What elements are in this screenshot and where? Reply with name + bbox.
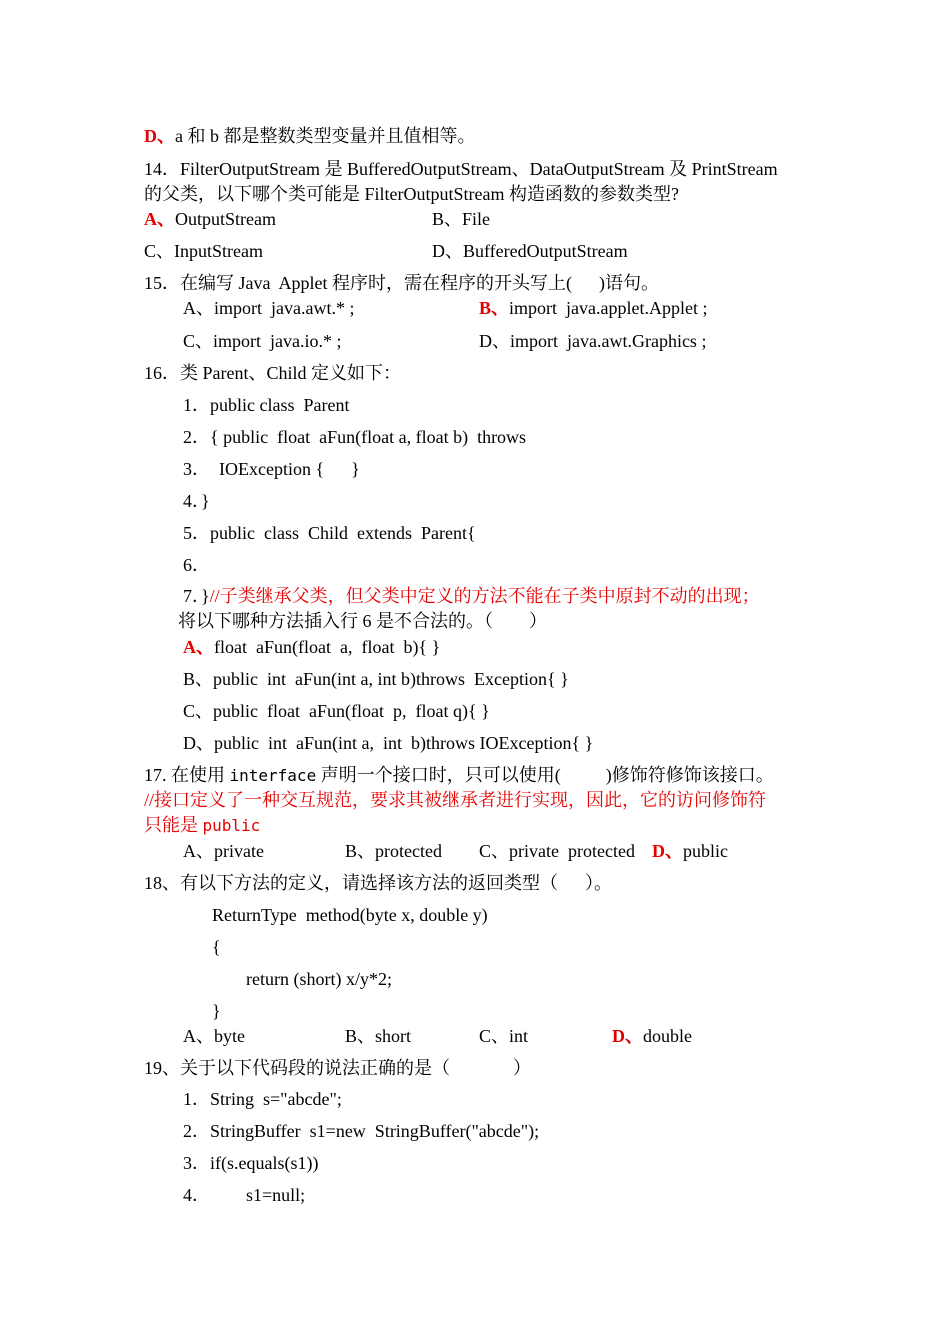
q17-stem-post: 声明一个接口时，只可以使用( )修饰符修饰该接口。 [316,765,774,785]
q15-option-b [479,296,707,320]
q17-option-d [652,839,728,863]
q17-comment-line2-code: public [202,816,261,835]
q14-option-a [144,207,276,231]
q15-option-d: D、import java.awt.Graphics ; [479,331,707,351]
q15-option-a: A、import java.awt.* ; [183,298,355,318]
q17-comment-line2 [144,813,260,838]
q14-stem-line2: 的父类，以下哪个类可能是 FilterOutputStream 构造函数的参数类型? [144,184,679,204]
q14-option-a-label: A、 [144,209,175,229]
q14-stem-line1: 14．FilterOutputStream 是 BufferedOutputStream、DataOutputStream 及 PrintStream [144,159,778,179]
q18-option-b: B、short [345,1026,412,1046]
q15-stem: 15．在编写 Java Applet 程序时，需在程序的开头写上( )语句。 [144,273,659,293]
q14-option-c: C、InputStream [144,241,263,261]
q17-option-d-label: D、 [652,841,683,861]
q17-option-c: C、private protected [479,841,635,861]
q17-option-a: A、private [183,841,264,861]
q15-option-b-text: import java.applet.Applet ; [509,298,708,318]
q17-stem [144,763,774,788]
q16-stem: 16．类 Parent、Child 定义如下： [144,363,401,383]
q16-code-line: 6． [183,555,210,575]
q17-option-b: B、protected [345,841,442,861]
q16-option-a-label: A、 [183,637,214,657]
q16-line7-code: 7．} [183,586,210,606]
q16-code-line-7 [183,584,760,608]
q19-stem: 19、关于以下代码段的说法正确的是（ ） [144,1058,531,1078]
q16-option-d: D、public int aFun(int a, int b)throws IOException{ } [183,733,594,753]
q16-option-b: B、public int aFun(int a, int b)throws Exception{ } [183,669,569,689]
q14-option-d: D、BufferedOutputStream [432,241,628,261]
q18-option-d [612,1024,692,1048]
q17-comment-line2-pre: 只能是 [144,815,203,835]
q19-code-line: 1．String s="abcde"; [183,1089,342,1109]
q16-question: 将以下哪种方法插入行 6 是不合法的。（ ） [178,611,547,631]
q18-option-a: A、byte [183,1026,245,1046]
q16-code-line: 1．public class Parent [183,395,350,415]
q15-option-c: C、import java.io.* ; [183,331,342,351]
q13-option-d-label: D、 [144,126,175,146]
q19-code-line: 4． s1=null; [183,1185,306,1205]
q18-option-c: C、int [479,1026,529,1046]
q19-code-line: 3．if(s.equals(s1)) [183,1153,319,1173]
q17-comment-line1: //接口定义了一种交互规范，要求其被继承者进行实现，因此，它的访问修饰符 [144,790,766,810]
q16-option-c: C、public float aFun(float p, float q){ } [183,701,490,721]
q16-code-line: 2．{ public float aFun(float a, float b) throws [183,427,527,447]
q17-option-d-text: public [683,841,728,861]
q13-option-d-text: a 和 b 都是整数类型变量并且值相等。 [175,126,476,146]
q18-code-line: { [212,937,221,957]
q18-code-line: ReturnType method(byte x, double y) [212,905,488,925]
q18-code-line: return (short) x/y*2; [246,969,392,989]
q14-option-b: B、File [432,209,491,229]
q19-code-line: 2．StringBuffer s1=new StringBuffer("abcde"); [183,1121,540,1141]
q18-code-line: } [212,1001,221,1021]
q16-line7-comment: //子类继承父类，但父类中定义的方法不能在子类中原封不动的出现； [209,586,760,606]
q14-option-a-text: OutputStream [175,209,276,229]
q17-stem-pre: 17. 在使用 [144,765,230,785]
q16-code-line: 4．} [183,491,210,511]
q16-code-line: 5．public class Child extends Parent{ [183,523,476,543]
q18-option-d-text: double [643,1026,692,1046]
q15-option-b-label: B、 [479,298,510,318]
q16-option-a-text: float aFun(float a, float b){ } [214,637,441,657]
q18-stem: 18、有以下方法的定义，请选择该方法的返回类型（ ）。 [144,873,612,893]
q16-option-a [183,635,440,659]
q17-stem-code: interface [229,766,317,785]
q13-option-d [144,124,476,148]
q18-option-d-label: D、 [612,1026,643,1046]
q16-code-line: 3． IOException { } [183,459,360,479]
